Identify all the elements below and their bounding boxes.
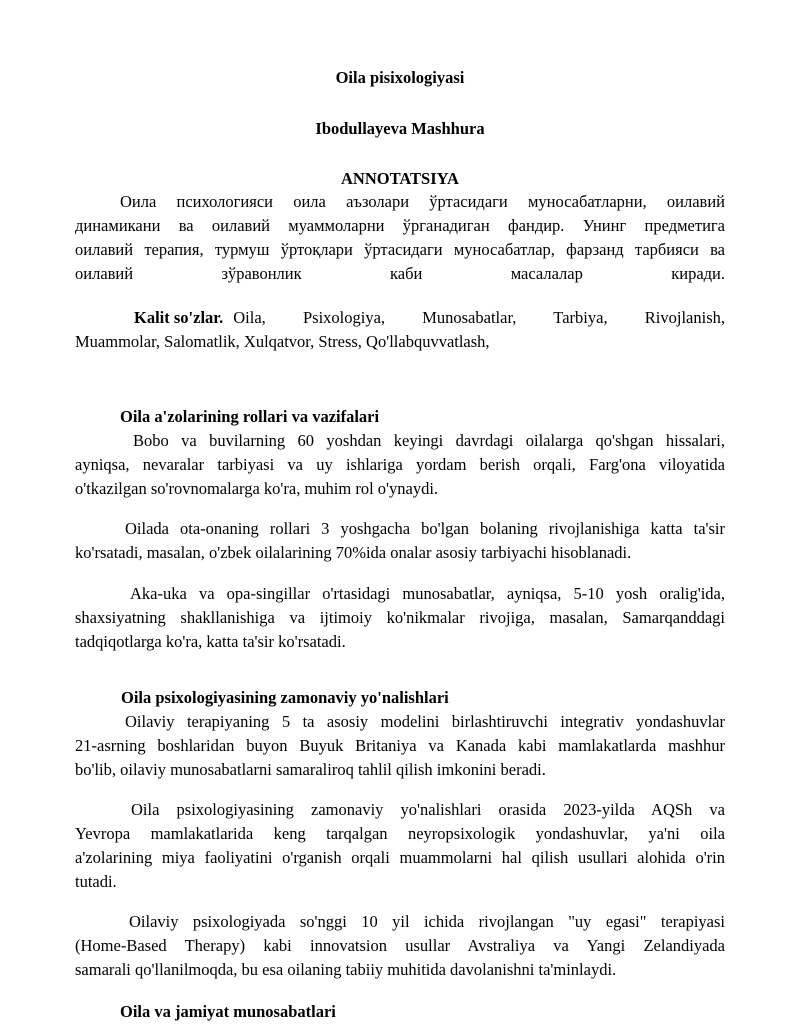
paragraph-line: Oilaviy psixologiyada so'nggi 10 yil ichida rivojlangan "uy egasi" terapiyasi [129, 912, 725, 931]
paragraph-line: shaxsiyatning shakllanishiga va ijtimoiy ko'nikmalar rivojiga, masalan, Samarqanddagi [75, 608, 725, 627]
paragraph-line: Oilaviy terapiyaning 5 ta asosiy modelini birlashtiruvchi integrativ yondashuvlar [125, 712, 725, 731]
document-title: Oila pisixologiyasi [335, 68, 465, 87]
paragraph-line: samarali qo'llanilmoqda, bu esa oilaning tabiiy muhitida davolanishni ta'minlaydi. [75, 960, 617, 979]
annotation-line: оилавий терапия, турмуш ўртоқлари ўртасидаги муносабатлар, фарзанд тарбияси ва [75, 240, 725, 259]
paragraph-line: (Home-Based Therapy) kabi innovatsion usullar Avstraliya va Yangi Zelandiyada [75, 936, 725, 955]
paragraph-line: o'tkazilgan so'rovnomalarga ko'ra, muhim rol o'ynaydi. [75, 479, 439, 498]
paragraph-line: Oila psixologiyasining zamonaviy yo'nalishlari orasida 2023-yilda AQSh va [131, 800, 725, 819]
paragraph-line: tutadi. [75, 872, 117, 891]
paragraph-line: a'zolarining miya faoliyatini o'rganish orqali muammolarni hal qilish usullari alohida o'rin [75, 848, 725, 867]
annotation-line: Оила психологияси оила аъзолари ўртасидаги муносабатларни, оилавий [120, 192, 725, 211]
keywords-label: Kalit so'zlar. [134, 308, 224, 327]
section-heading: Oila psixologiyasining zamonaviy yo'nalishlari [121, 688, 449, 707]
paragraph-line: Oilada ota-onaning rollari 3 yoshgacha bo'lgan bolaning rivojlanishiga katta ta'sir [125, 519, 725, 538]
keywords-list: Oila, Psixologiya, Munosabatlar, Tarbiya, Rivojlanish, [233, 308, 725, 327]
annotation-heading: ANNOTATSIYA [341, 169, 459, 188]
paragraph-line: 21-asrning boshlaridan buyon Buyuk Britaniya va Kanada kabi mamlakatlarda mashhur [75, 736, 725, 755]
paragraph-line: bo'lib, oilaviy munosabatlarni samaraliroq tahlil qilish imkonini beradi. [75, 760, 546, 779]
section-heading: Oila va jamiyat munosabatlari [120, 1002, 336, 1021]
annotation-line: оилавий зўравонлик каби масалалар киради. [75, 264, 725, 283]
paragraph-line: Aka-uka va opa-singillar o'rtasidagi munosabatlar, ayniqsa, 5-10 yosh oralig'ida, [130, 584, 725, 603]
paragraph-line: ko'rsatadi, masalan, o'zbek oilalarining 70%ida onalar asosiy tarbiyachi hisoblanadi. [75, 543, 632, 562]
paragraph-line: tadqiqotlarga ko'ra, katta ta'sir ko'rsatadi. [75, 632, 346, 651]
paragraph-line: Yevropa mamlakatlarida keng tarqalgan neyropsixologik yondashuvlar, ya'ni oila [75, 824, 725, 843]
section-heading: Oila a'zolarining rollari va vazifalari [120, 407, 380, 426]
author-name: Ibodullayeva Mashhura [315, 119, 485, 138]
paragraph-line: Bobo va buvilarning 60 yoshdan keyingi davrdagi oilalarga qo'shgan hissalari, [133, 431, 725, 450]
paragraph-line: ayniqsa, nevaralar tarbiyasi va uy ishlariga yordam berish orqali, Farg'ona viloyatida [75, 455, 725, 474]
keywords-list-continued: Muammolar, Salomatlik, Xulqatvor, Stress, Qo'llabquvvatlash, [75, 332, 490, 351]
keywords-line [134, 306, 725, 330]
annotation-line: динамикани ва оилавий муаммоларни ўрганадиган фандир. Унинг предметига [75, 216, 725, 235]
